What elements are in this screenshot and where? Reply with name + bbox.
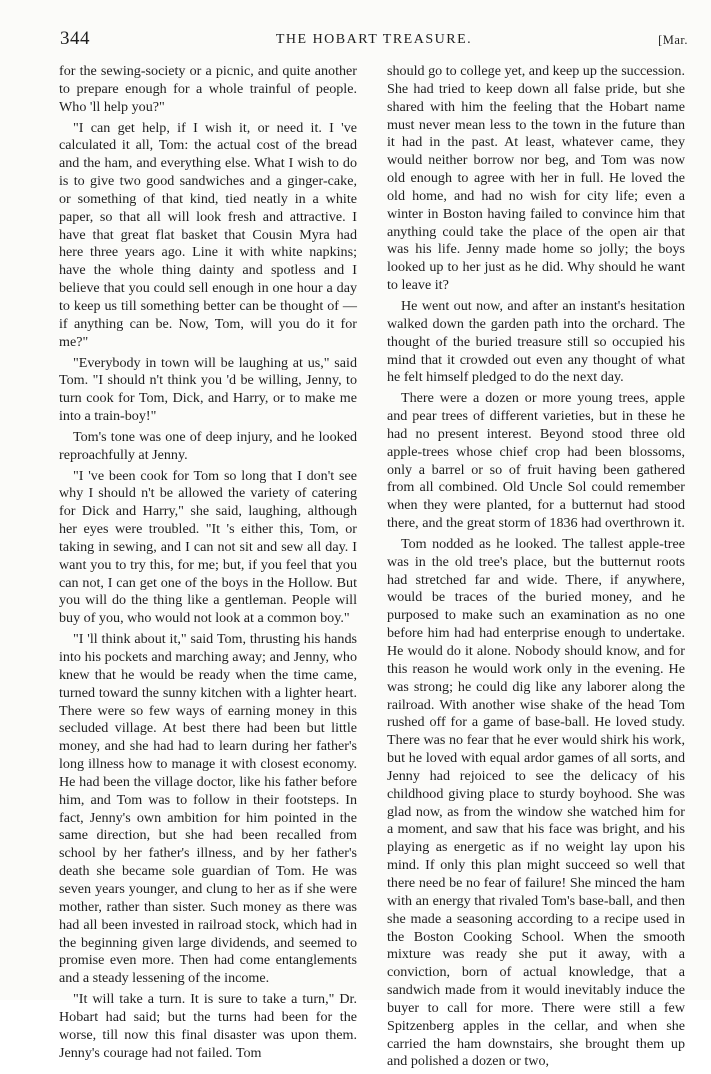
paragraph: "I 've been cook for Tom so long that I don't see why I should n't be allowed the variety of catering for Dick and Harry," she said, laughing, although her eyes were troubled. "It 's either this, Tom, or taking in sewing, and I can not sit and sew all day. I want you to try this, for me; but, if you feel that you can not, I can get one of the boys in the Hollow. But you will do the thing like a gentleman. People will buy of you, who would not look at a common boy." [59, 467, 357, 627]
paragraph: for the sewing-society or a picnic, and quite another to prepare enough for a whole trainful of people. Who 'll help you?" [59, 63, 357, 115]
running-title: THE HOBART TREASURE. [275, 32, 473, 47]
paragraph: "I can get help, if I wish it, or need it. I 've calculated it all, Tom: the actual cost of the bread and the ham, and everything else. What I wish to do is to give two good sandwiches and a ginger-cake, or something of that kind, tied neatly in a white paper, so that all will look fresh and attractive. I have that great flat basket that Cousin Myra had here three years ago. Line it with white napkins; have the whole thing dainty and spotless and I believe that you could sell enough in one hour a day to keep us till something better can be thought of — if anything can be. Now, Tom, will you do it for me?" [59, 119, 357, 350]
paragraph: should go to college yet, and keep up the succession. She had tried to keep down all false pride, but she shared with him the feeling that the Hobart name must never mean less to the town in the future than it had in the past. At least, whatever came, they would neither borrow nor beg, and Tom was now old enough to agree with her in full. He loved the old home, and had no wish for city life; even a winter in Boston having failed to convince him that anything could take the place of the open air that was his life. Jenny made home so jolly; the boys looked up to her just as he did. Why should he want to leave it? [387, 63, 685, 294]
issue-month: [Mar. [658, 33, 688, 47]
paragraph: He went out now, and after an instant's hesitation walked down the garden path into the orchard. The thought of the buried treasure still so occupied his mind that it crowded out even any thought of what he felt himself pledged to do the next day. [387, 297, 685, 386]
paragraph: "Everybody in town will be laughing at us," said Tom. "I should n't think you 'd be willing, Jenny, to turn cook for Tom, Dick, and Harry, or to make me into a train-boy!" [59, 354, 357, 425]
right-column [387, 63, 685, 1074]
page-number: 344 [60, 28, 90, 49]
left-column [59, 63, 357, 1065]
paragraph: "It will take a turn. It is sure to take a turn," Dr. Hobart had said; but the turns had been for the worse, till now this final disaster was upon them. Jenny's courage had not failed. Tom [59, 991, 357, 1061]
paragraph: Tom nodded as he looked. The tallest apple-tree was in the old tree's place, but the butternut roots had stretched far and wide. There, if anywhere, would be traces of the buried money, and he purposed to make such an examination as no one before him had had enterprise enough to undertake. He would do it alone. Nobody should know, and for this reason he would work only in the evening. He was strong; he could dig like any laborer along the railroad. With another wise shake of the head Tom rushed off for a game of base-ball. He loved study. There was no fear that he ever would shirk his work, but he loved with equal ardor games of all sorts, and Jenny had rejoiced to see the delicacy of his childhood giving place to sturdy boyhood. She was glad now, as from the window she watched him for a moment, and saw that his face was bright, and his playing as energetic as if no weight lay upon his mind. If only this plan might succeed so well that there need be no fear of failure! She minced the ham with an energy that rivaled Tom's base-ball, and then she made a seasoning according to a recipe used in the Boston Cooking School. When the smooth mixture was ready she put it away, with a conviction, born of actual knowledge, that a sandwich made from it would inevitably induce the buyer to call for more. There were still a few Spitzenberg apples in the cellar, and when she carried the ham downstairs, she brought them up and polished a dozen or two, [387, 535, 685, 1070]
paragraph: "I 'll think about it," said Tom, thrusting his hands into his pockets and marching away; and Jenny, who knew that he would be ready when the time came, turned toward the sunny kitchen with a lighter heart. There were so few ways of earning money in this secluded village. At best there had been but little money, and she had had to learn during her father's long illness how to manage it with closest economy. He had been the village doctor, like his father before him, and Tom was to follow in their footsteps. In fact, Jenny's own ambition for him pointed in the same direction, but she had been recalled from school by her father's illness, and by her father's death she became sole guardian of Tom. He was seven years younger, and clung to her as if she were mother, rather than sister. Such money as there was had all been invested in railroad stock, which had in the beginning given large dividends, and seemed to promise even more. Then had come entanglements and a steady lessening of the income. [59, 631, 357, 987]
paragraph: There were a dozen or more young trees, apple and pear trees of different varieties, but in these he had no present interest. Beyond stood three old apple-trees whose chief crop had been blossoms, only a barrel or so of fruit having been gathered from all combined. Old Uncle Sol could remember when they were planted, for a butternut had stood there, and the great storm of 1836 had overthrown it. [387, 390, 685, 532]
paragraph: Tom's tone was one of deep injury, and he looked reproachfully at Jenny. [59, 428, 357, 463]
page-header [60, 28, 688, 50]
